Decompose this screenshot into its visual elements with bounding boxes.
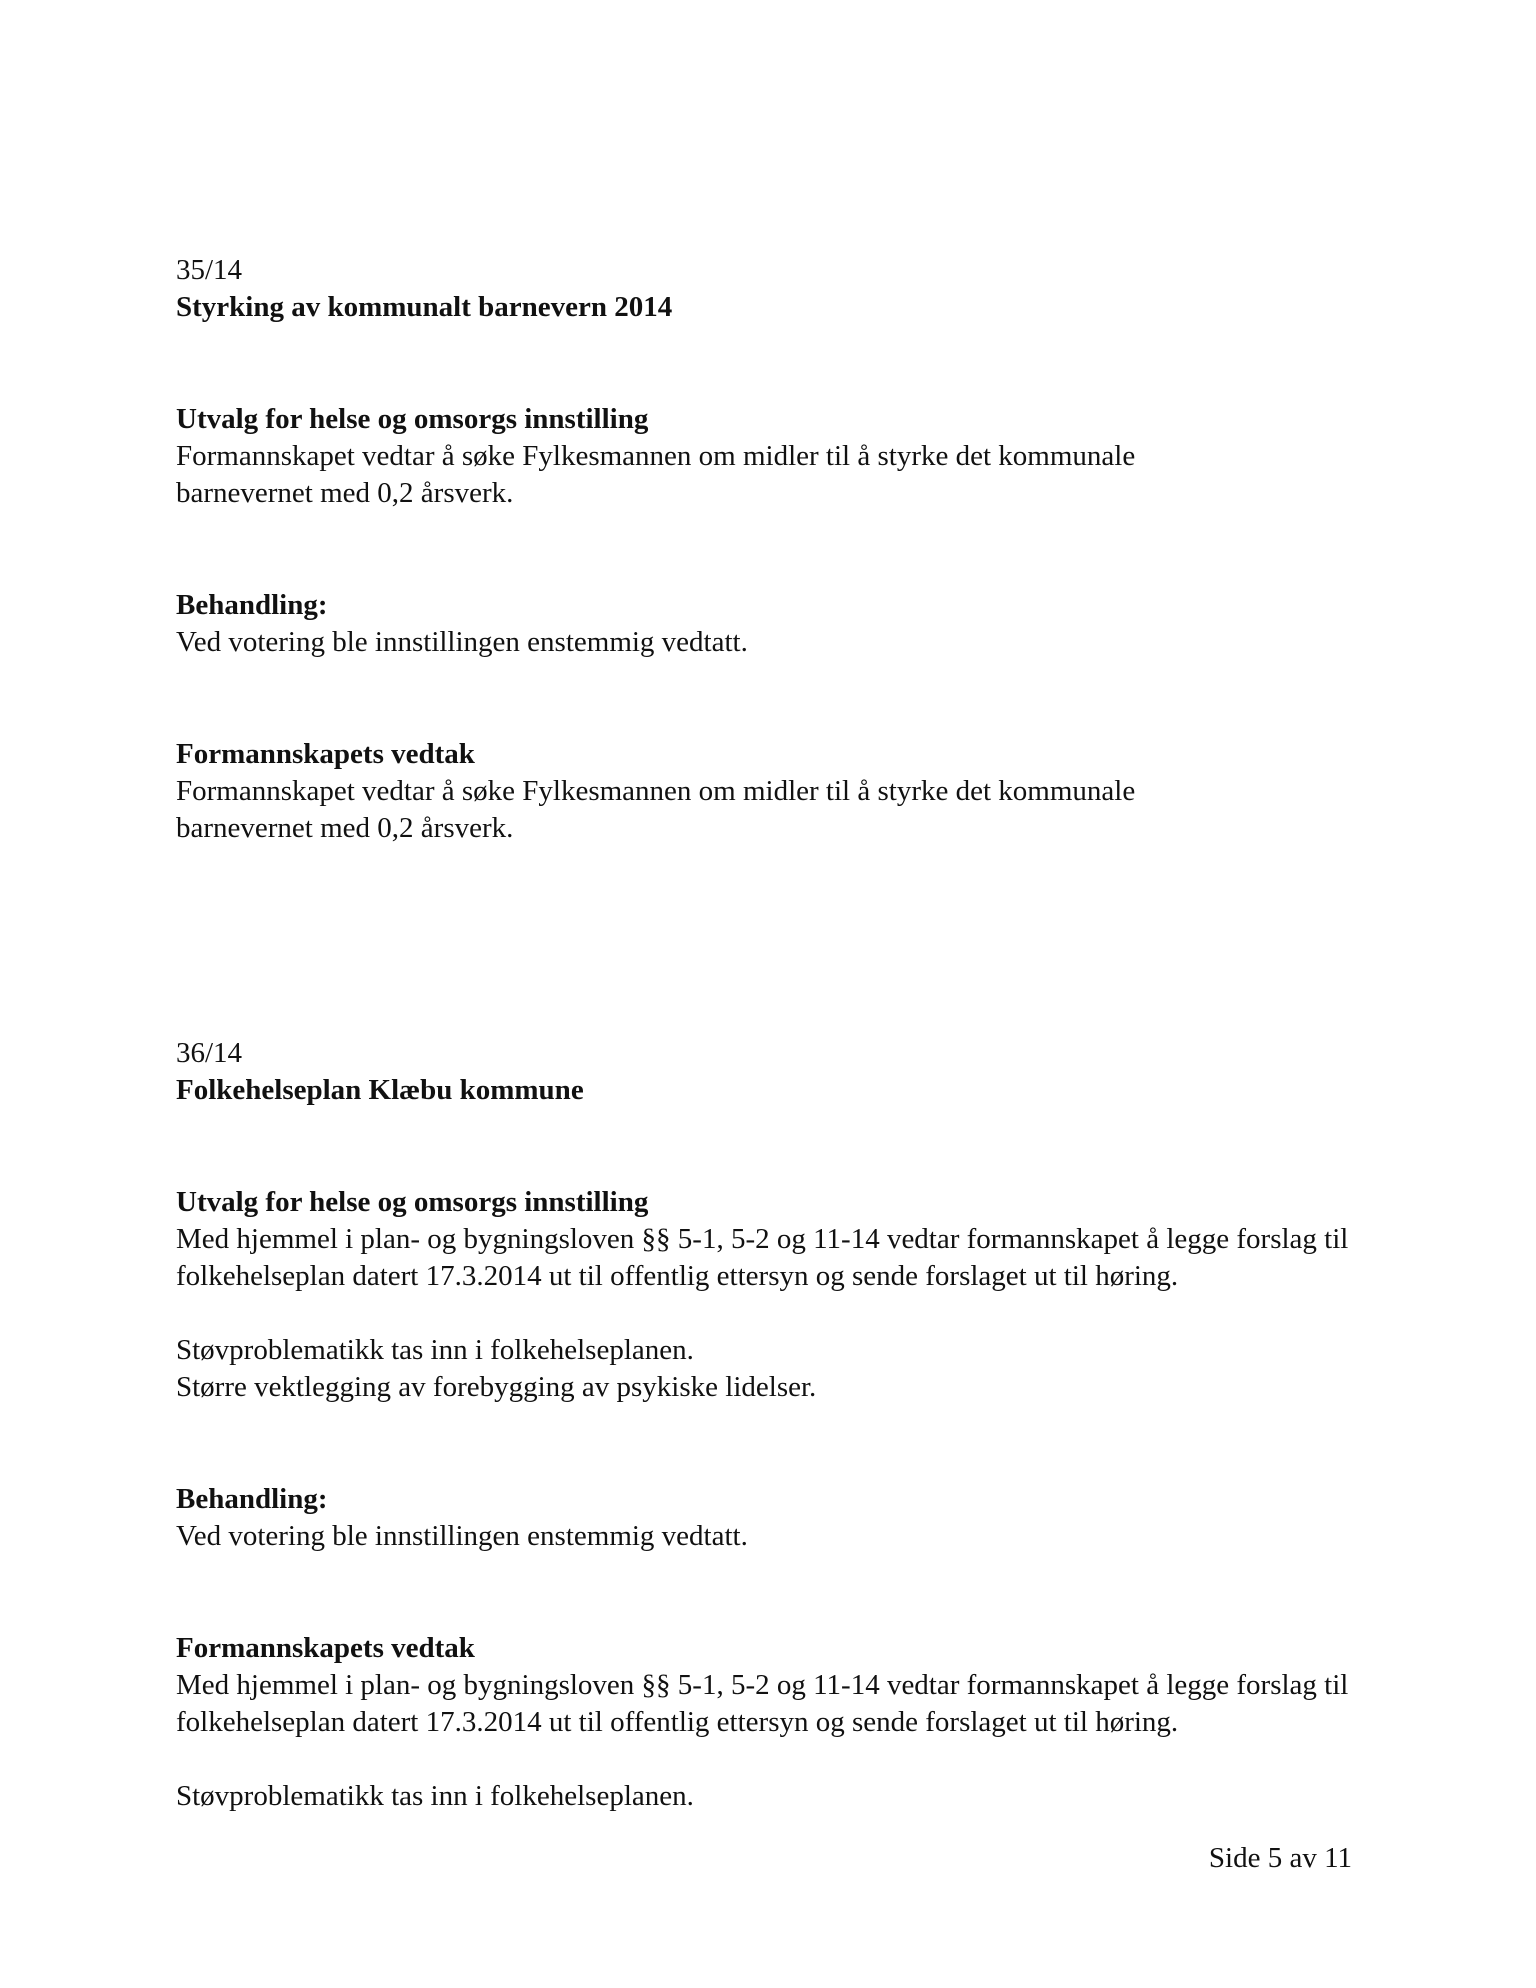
innstilling-heading: Utvalg for helse og omsorgs innstilling [176,403,649,435]
case-number: 36/14 [176,1037,243,1069]
case-item-36-14 [176,1035,1356,1815]
behandling-heading: Behandling: [176,589,328,621]
innstilling-line: Med hjemmel i plan- og bygningsloven §§ 5-1, 5-2 og 11-14 vedtar formannskapet å legge forslag til [176,1223,1349,1255]
case-title: Styrking av kommunalt barnevern 2014 [176,291,673,323]
case-item-35-14 [176,252,1356,847]
innstilling-heading: Utvalg for helse og omsorgs innstilling [176,1186,649,1218]
page-number-footer: Side 5 av 11 [1208,1842,1352,1874]
innstilling-line: barnevernet med 0,2 årsverk. [176,477,514,509]
behandling-text: Ved votering ble innstillingen enstemmig vedtatt. [176,1520,748,1552]
vedtak-heading: Formannskapets vedtak [176,1632,475,1664]
innstilling-line: folkehelseplan datert 17.3.2014 ut til offentlig ettersyn og sende forslaget ut til høring. [176,1260,1179,1292]
innstilling-extra-line: Større vektlegging av forebygging av psykiske lidelser. [176,1371,817,1403]
behandling-heading: Behandling: [176,1483,328,1515]
vedtak-heading: Formannskapets vedtak [176,738,475,770]
innstilling-line: Formannskapet vedtar å søke Fylkesmannen om midler til å styrke det kommunale [176,440,1136,472]
innstilling-extra-line: Støvproblematikk tas inn i folkehelseplanen. [176,1334,694,1366]
document-page [176,252,1356,1815]
case-title: Folkehelseplan Klæbu kommune [176,1074,584,1106]
vedtak-line: folkehelseplan datert 17.3.2014 ut til offentlig ettersyn og sende forslaget ut til høring. [176,1706,1179,1738]
vedtak-line: Med hjemmel i plan- og bygningsloven §§ 5-1, 5-2 og 11-14 vedtar formannskapet å legge forslag til [176,1669,1349,1701]
vedtak-line: barnevernet med 0,2 årsverk. [176,812,514,844]
case-number: 35/14 [176,254,243,286]
vedtak-extra-line: Støvproblematikk tas inn i folkehelseplanen. [176,1780,694,1812]
behandling-text: Ved votering ble innstillingen enstemmig vedtatt. [176,626,748,658]
vedtak-line: Formannskapet vedtar å søke Fylkesmannen om midler til å styrke det kommunale [176,775,1136,807]
